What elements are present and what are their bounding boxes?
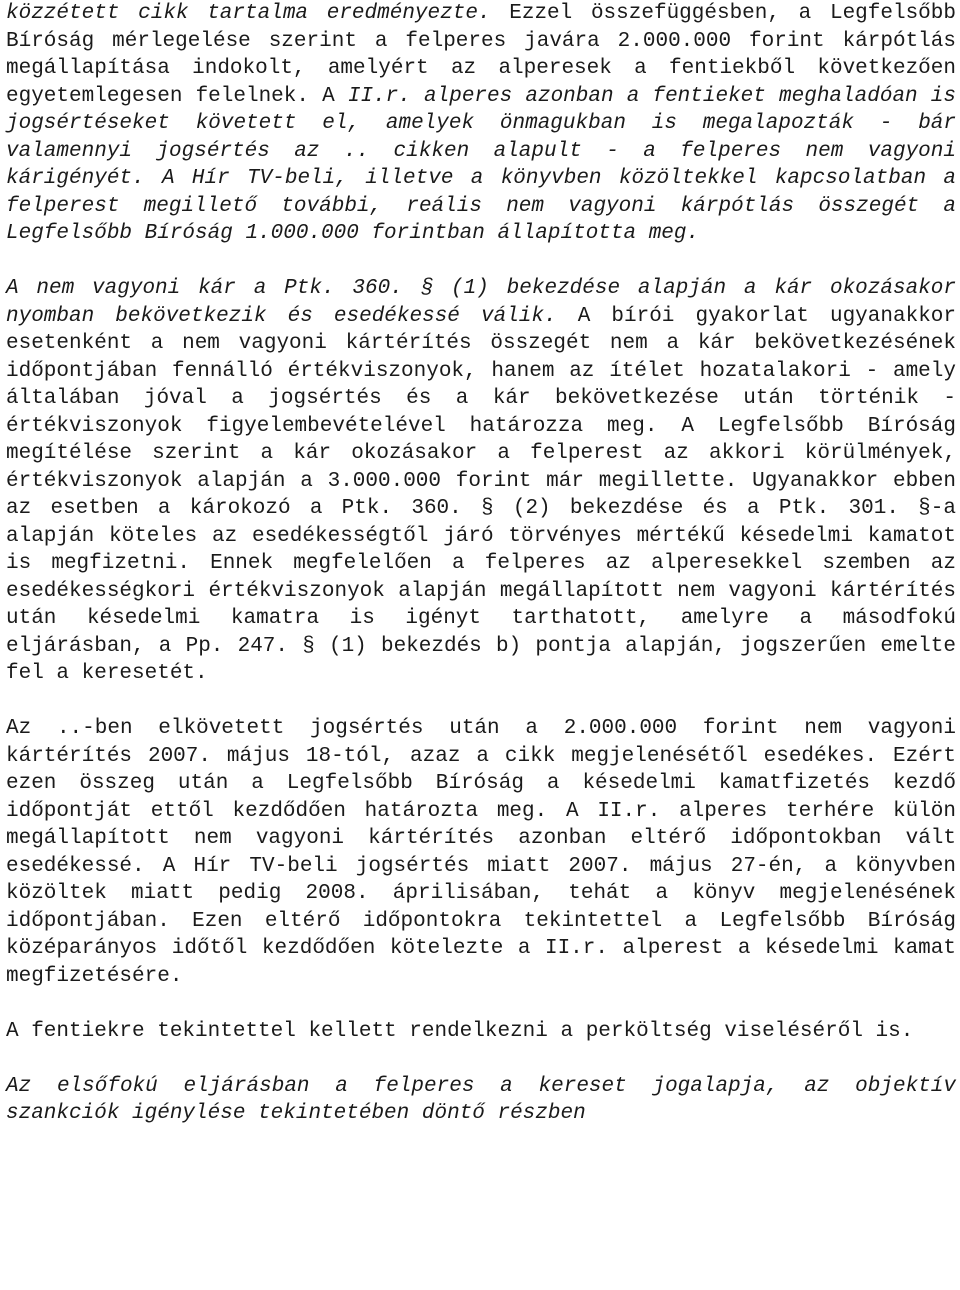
text-run: A nem vagyoni kár a Ptk. 360. § (1) bekezdése alapján a kár okozásakor nyomban bekövetkezik és esedékessé válik. [6, 277, 956, 328]
paragraph-gap [6, 1045, 956, 1073]
text-run: Ezzel összefüggésben, a Legfelsőbb Bíróság mérlegelése szerint a felperes javára 2.000.000 forint kárpótlás megállapítása indokolt, amelyért az alperesek a fentiekből következően egyetemlegesen felelnek. A [6, 2, 956, 108]
paragraph-gap [6, 248, 956, 276]
text-run: Az elsőfokú eljárásban a felperes a kereset jogalapja, az objektív szankciók igénylése tekintetében döntő részben [6, 1074, 956, 1125]
paragraph-2 [6, 275, 956, 688]
text-run: II.r. alperes azonban a fentieket meghaladóan is jogsértéseket követett el, amelyek önmagukban is megalapozták - bár valamennyi jogsértés az .. cikken alapult - a felperes nem vagyoni kárigényét. A Hír TV-beli, illetve a könyvben közöltekkel kapcsolatban a felperest megillető további, reális nem vagyoni kárpótlás összegét a Legfelsőbb Bíróság 1.000.000 forintban állapította meg. [6, 84, 956, 245]
text-run: közzétett cikk tartalma eredményezte. [6, 2, 510, 25]
document-page [6, 0, 956, 1128]
text-run: A bírói gyakorlat ugyanakkor esetenként a nem vagyoni kártérítés összegét nem a kár bekövetkezésének időpontjában fennálló értékviszonyok, hanem az ítélet hozatalakori - amely általában jóval a jogsértés és a kár bekövetkezése után történik - értékviszonyok figyelembevételével határozza meg. A Legfelsőbb Bíróság megítélése szerint a kár okozásakor a felperest az akkori körülmények, értékviszonyok alapján a 3.000.000 forint már megillette. Ugyanakkor ebben az esetben a károkozó a Ptk. 360. § (2) bekezdése és a Ptk. 301. §-a alapján köteles az esedékességtől járó törvényes mértékű késedelmi kamatot is megfizetni. Ennek megfelelően a felperes az alperesekkel szemben az esedékességkori értékviszonyok alapján megállapított nem vagyoni kártérítés után késedelmi kamatra is igényt tarthatott, amelyre a másodfokú eljárásban, a Pp. 247. § (1) bekezdés b) pontja alapján, jogszerűen emelte fel a keresetét. [6, 304, 957, 685]
text-run: A fentiekre tekintettel kellett rendelkezni a perköltség viseléséről is. [6, 1019, 914, 1043]
paragraph-5 [6, 1073, 956, 1128]
text-run: Az ..-ben elkövetett jogsértés után a 2.000.000 forint nem vagyoni kártérítés 2007. május 18-tól, azaz a cikk megjelenésétől esedékes. Ezért ezen összeg után a Legfelsőbb Bíróság a késedelmi kamatfizetés kezdő időpontját ettől kezdődően határozta meg. A II.r. alperes terhére külön megállapított nem vagyoni kártérítés azonban eltérő időpontokban vált esedékessé. A Hír TV-beli jogsértés miatt 2007. május 27-én, a könyvben közöltek miatt pedig 2008. áprilisában, tehát a könyv megjelenésének időpontjában. Ezen eltérő időpontokra tekintettel a Legfelsőbb Bíróság középarányos időtől kezdődően kötelezte a II.r. alperest a késedelmi kamat megfizetésére. [6, 717, 956, 988]
paragraph-1 [6, 0, 956, 248]
paragraph-gap [6, 688, 956, 716]
paragraph-3 [6, 715, 956, 990]
paragraph-4 [6, 1018, 956, 1046]
paragraph-gap [6, 990, 956, 1018]
